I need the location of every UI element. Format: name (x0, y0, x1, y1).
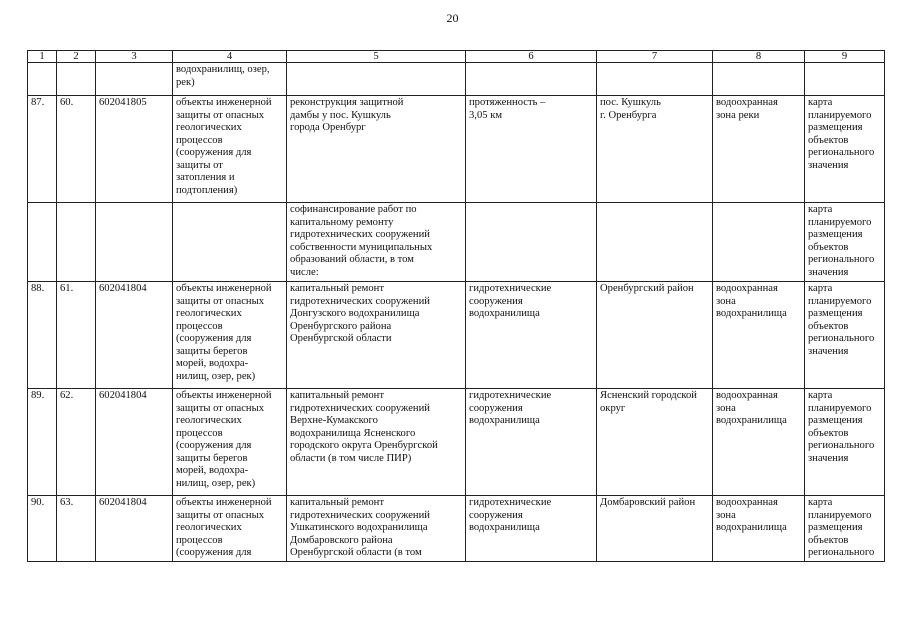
object-name-cell (287, 203, 466, 282)
item-number-cell (57, 203, 96, 282)
table-row (28, 282, 885, 389)
location-cell (597, 96, 713, 203)
cell-text-line: планируемого (808, 216, 872, 228)
map-reference-cell (805, 496, 885, 562)
cell-text-line: объектов (808, 427, 849, 439)
map-reference-cell (805, 282, 885, 389)
cell-text-line: гидротехнических сооружений (290, 229, 430, 240)
cell-text-line: нилищ, озер, рек) (176, 477, 256, 489)
header-row (28, 51, 885, 63)
cell-text-line: водохранилища (716, 522, 787, 533)
cell-text-line: гидротехнических сооружений (290, 402, 430, 414)
cell-text-line: геологических (176, 122, 242, 133)
cell-text-line: планируемого (808, 509, 872, 521)
document-table (27, 50, 885, 562)
item-number-cell: 63. (57, 496, 96, 562)
cell-text-line: объекты инженерной (176, 283, 272, 294)
table-row (28, 389, 885, 496)
row-number-cell: 89. (28, 389, 57, 496)
cell-text-line: г. Оренбурга (600, 109, 657, 121)
page-number: 20 (446, 11, 459, 25)
location-cell (597, 389, 713, 496)
cell-text-line: водоохранная (716, 390, 778, 401)
zone-cell (713, 203, 805, 282)
cell-text-line: карта (808, 390, 833, 401)
header-cell: 9 (805, 51, 885, 63)
row-number-cell (28, 63, 57, 96)
code-cell: 602041804 (96, 389, 173, 496)
cell-text-line: карта (808, 97, 833, 108)
cell-text-line: 3,05 км (469, 109, 503, 121)
cell-text-line: процессов (176, 427, 223, 439)
cell-text-line: процессов (176, 320, 223, 332)
cell-text-line: планируемого (808, 402, 872, 414)
cell-text-line: объектов (808, 534, 849, 546)
cell-text-line: города Оренбург (290, 122, 366, 133)
cell-text-line: защиты от опасных (176, 295, 264, 307)
cell-text-line: Ушкатинского водохранилища (290, 522, 428, 533)
header-cell: 2 (57, 51, 96, 63)
table-row (28, 496, 885, 562)
map-reference-cell (805, 63, 885, 96)
cell-text-line: карта (808, 497, 833, 508)
object-name-cell (287, 496, 466, 562)
characteristics-cell (466, 389, 597, 496)
cell-text-line: защиты от опасных (176, 109, 264, 121)
cell-text-line: карта (808, 283, 833, 294)
object-name-cell (287, 282, 466, 389)
zone-cell (713, 96, 805, 203)
cell-text-line: округ (600, 402, 626, 414)
location-cell (597, 63, 713, 96)
cell-text-line: пос. Кушкуль (600, 97, 661, 108)
cell-text-line: (сооружения для (176, 440, 252, 451)
cell-text-line: размещения (808, 122, 863, 133)
row-number-cell: 90. (28, 496, 57, 562)
row-number-cell (28, 203, 57, 282)
object-type-cell (173, 282, 287, 389)
cell-text-line: защиты от опасных (176, 509, 264, 521)
cell-text-line: геологических (176, 308, 242, 319)
item-number-cell: 62. (57, 389, 96, 496)
cell-text-line: сооружения (469, 295, 523, 307)
code-cell (96, 63, 173, 96)
cell-text-line: регионального (808, 547, 875, 558)
cell-text-line: водохранилища Ясненского (290, 427, 416, 439)
cell-text-line: морей, водохра- (176, 358, 249, 369)
row-number-cell: 87. (28, 96, 57, 203)
object-type-cell (173, 96, 287, 203)
cell-text-line: планируемого (808, 295, 872, 307)
header-cell: 5 (287, 51, 466, 63)
cell-text-line: зона (716, 402, 736, 414)
cell-text-line: Оренбургской области (290, 333, 392, 344)
cell-text-line: Домбаровский район (600, 497, 696, 508)
cell-text-line: объекты инженерной (176, 390, 272, 401)
cell-text-line: образований области, в том (290, 254, 414, 265)
cell-text-line: протяженность – (469, 97, 546, 108)
cell-text-line: геологических (176, 522, 242, 533)
cell-text-line: Домбаровского района (290, 534, 393, 546)
cell-text-line: регионального (808, 333, 875, 344)
cell-text-line: (сооружения для (176, 147, 252, 158)
cell-text-line: регионального (808, 147, 875, 158)
map-reference-cell (805, 389, 885, 496)
cell-text-line: объектов (808, 320, 849, 332)
cell-text-line: объекты инженерной (176, 97, 272, 108)
cell-text-line: Оренбургского района (290, 320, 392, 332)
cell-text-line: размещения (808, 308, 863, 319)
cell-text-line: размещения (808, 415, 863, 426)
zone-cell (713, 63, 805, 96)
header-cell: 3 (96, 51, 173, 63)
cell-text-line: гидротехнических сооружений (290, 509, 430, 521)
cell-text-line: Верхне-Кумакского (290, 415, 378, 426)
cell-text-line: водохранилища (469, 415, 540, 426)
cell-text-line: Ясненский городской (600, 390, 697, 401)
cell-text-line: процессов (176, 534, 223, 546)
cell-text-line: значения (808, 159, 849, 171)
table-row (28, 63, 885, 96)
item-number-cell: 61. (57, 282, 96, 389)
location-cell (597, 496, 713, 562)
cell-text-line: рек) (176, 76, 195, 88)
cell-text-line: реконструкция защитной (290, 97, 404, 108)
cell-text-line: (сооружения для (176, 547, 252, 558)
location-cell (597, 282, 713, 389)
cell-text-line: области (в том числе ПИР) (290, 452, 412, 464)
cell-text-line: зона (716, 509, 736, 521)
code-cell (96, 203, 173, 282)
cell-text-line: значения (808, 345, 849, 357)
cell-text-line: значения (808, 266, 849, 278)
cell-text-line: водоохранная (716, 497, 778, 508)
cell-text-line: водохранилища (469, 308, 540, 319)
object-type-cell (173, 389, 287, 496)
cell-text-line: геологических (176, 415, 242, 426)
characteristics-cell (466, 496, 597, 562)
cell-text-line: регионального (808, 440, 875, 451)
cell-text-line: подтопления) (176, 184, 238, 196)
object-type-cell (173, 63, 287, 96)
cell-text-line: числе: (290, 266, 319, 278)
cell-text-line: сооружения (469, 402, 523, 414)
cell-text-line: дамбы у пос. Кушкуль (290, 109, 391, 121)
cell-text-line: планируемого (808, 109, 872, 121)
cell-text-line: регионального (808, 254, 875, 265)
cell-text-line: Донгузского водохранилища (290, 308, 420, 319)
cell-text-line: затопления и (176, 172, 235, 183)
cell-text-line: объекты инженерной (176, 497, 272, 508)
map-reference-cell (805, 203, 885, 282)
zone-cell (713, 282, 805, 389)
cell-text-line: водоохранная (716, 97, 778, 108)
cell-text-line: размещения (808, 229, 863, 240)
cell-text-line: защиты от (176, 159, 223, 171)
cell-text-line: водохранилища (469, 522, 540, 533)
cell-text-line: водохранилищ, озер, (176, 64, 270, 75)
cell-text-line: гидротехнические (469, 390, 552, 401)
cell-text-line: капитальный ремонт (290, 390, 384, 401)
cell-text-line: софинансирование работ по (290, 204, 417, 215)
zone-cell (713, 496, 805, 562)
cell-text-line: объектов (808, 134, 849, 146)
item-number-cell (57, 63, 96, 96)
cell-text-line: сооружения (469, 509, 523, 521)
cell-text-line: (сооружения для (176, 333, 252, 344)
cell-text-line: защиты берегов (176, 345, 248, 357)
cell-text-line: водоохранная (716, 283, 778, 294)
header-cell: 1 (28, 51, 57, 63)
cell-text-line: собственности муниципальных (290, 241, 433, 253)
cell-text-line: гидротехнических сооружений (290, 295, 430, 307)
code-cell: 602041804 (96, 496, 173, 562)
object-type-cell (173, 203, 287, 282)
header-cell: 4 (173, 51, 287, 63)
cell-text-line: Оренбургской области (в том (290, 547, 422, 558)
code-cell: 602041804 (96, 282, 173, 389)
cell-text-line: морей, водохра- (176, 465, 249, 476)
table-row (28, 96, 885, 203)
code-cell: 602041805 (96, 96, 173, 203)
cell-text-line: размещения (808, 522, 863, 533)
row-number-cell: 88. (28, 282, 57, 389)
cell-text-line: Оренбургский район (600, 283, 694, 294)
characteristics-cell (466, 282, 597, 389)
cell-text-line: нилищ, озер, рек) (176, 370, 256, 382)
cell-text-line: значения (808, 452, 849, 464)
cell-text-line: гидротехнические (469, 497, 552, 508)
cell-text-line: капитальный ремонт (290, 283, 384, 294)
cell-text-line: водохранилища (716, 308, 787, 319)
header-cell: 8 (713, 51, 805, 63)
cell-text-line: зона реки (716, 109, 760, 121)
object-name-cell (287, 96, 466, 203)
cell-text-line: гидротехнические (469, 283, 552, 294)
characteristics-cell (466, 203, 597, 282)
header-cell: 7 (597, 51, 713, 63)
item-number-cell: 60. (57, 96, 96, 203)
object-name-cell (287, 63, 466, 96)
object-type-cell (173, 496, 287, 562)
map-reference-cell (805, 96, 885, 203)
cell-text-line: водохранилища (716, 415, 787, 426)
cell-text-line: защиты берегов (176, 452, 248, 464)
cell-text-line: зона (716, 295, 736, 307)
cell-text-line: городского округа Оренбургской (290, 440, 438, 451)
table-row (28, 203, 885, 282)
cell-text-line: объектов (808, 241, 849, 253)
cell-text-line: карта (808, 204, 833, 215)
header-cell: 6 (466, 51, 597, 63)
object-name-cell (287, 389, 466, 496)
zone-cell (713, 389, 805, 496)
cell-text-line: капитальному ремонту (290, 216, 394, 228)
characteristics-cell (466, 63, 597, 96)
location-cell (597, 203, 713, 282)
cell-text-line: защиты от опасных (176, 402, 264, 414)
characteristics-cell (466, 96, 597, 203)
cell-text-line: капитальный ремонт (290, 497, 384, 508)
cell-text-line: процессов (176, 134, 223, 146)
